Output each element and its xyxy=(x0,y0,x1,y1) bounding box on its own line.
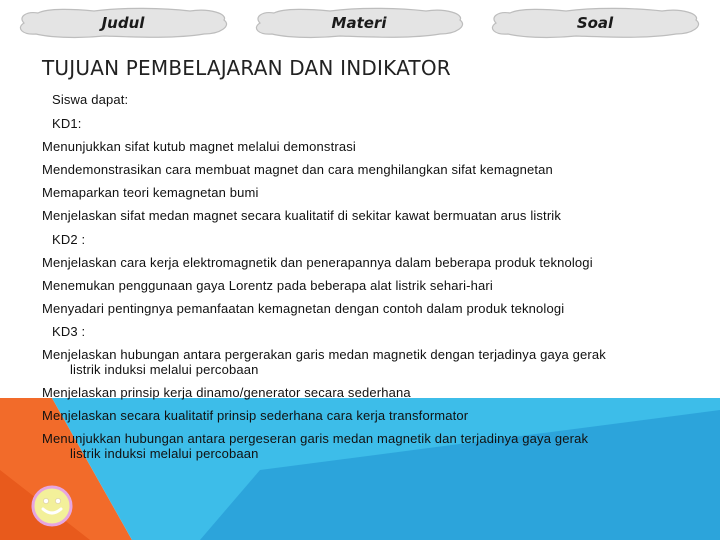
kd3-heading: KD3 : xyxy=(52,324,86,339)
smiley-icon[interactable] xyxy=(30,484,74,528)
list-item-continuation: listrik induksi melalui percobaan xyxy=(70,362,259,377)
list-item: Mendemonstrasikan cara membuat magnet dan cara menghilangkan sifat kemagnetan xyxy=(42,162,553,177)
tab-soal-label: Soal xyxy=(576,14,614,32)
tab-judul[interactable] xyxy=(14,6,232,40)
list-item: Menunjukkan hubungan antara pergeseran garis medan magnetik dan terjadinya gaya gerak xyxy=(42,431,589,446)
list-item: Menjelaskan cara kerja elektromagnetik dan penerapannya dalam beberapa produk teknologi xyxy=(42,255,593,270)
list-item: Menjelaskan sifat medan magnet secara kualitatif di sekitar kawat bermuatan arus listrik xyxy=(42,208,561,223)
list-item: Menyadari pentingnya pemanfaatan kemagnetan dengan contoh dalam produk teknologi xyxy=(42,301,565,316)
list-item-continuation: listrik induksi melalui percobaan xyxy=(70,446,259,461)
tab-judul-label: Judul xyxy=(101,14,145,32)
intro-text: Siswa dapat: xyxy=(52,92,129,107)
kd2-heading: KD2 : xyxy=(52,232,86,247)
tab-soal[interactable] xyxy=(486,6,704,40)
list-item: Menjelaskan hubungan antara pergerakan garis medan magnetik dengan terjadinya gaya gerak xyxy=(42,347,606,362)
tab-materi-label: Materi xyxy=(331,14,387,32)
list-item: Menemukan penggunaan gaya Lorentz pada beberapa alat listrik sehari-hari xyxy=(42,278,493,293)
tab-materi[interactable] xyxy=(250,6,468,40)
list-item: Menjelaskan prinsip kerja dinamo/generator secara sederhana xyxy=(42,385,411,400)
list-item: Memaparkan teori kemagnetan bumi xyxy=(42,185,259,200)
page-title: TUJUAN PEMBELAJARAN DAN INDIKATOR xyxy=(42,56,451,80)
list-item: Menunjukkan sifat kutub magnet melalui demonstrasi xyxy=(42,139,356,154)
kd1-heading: KD1: xyxy=(52,116,82,131)
top-navigation xyxy=(0,0,720,48)
list-item: Menjelaskan secara kualitatif prinsip sederhana cara kerja transformator xyxy=(42,408,469,423)
